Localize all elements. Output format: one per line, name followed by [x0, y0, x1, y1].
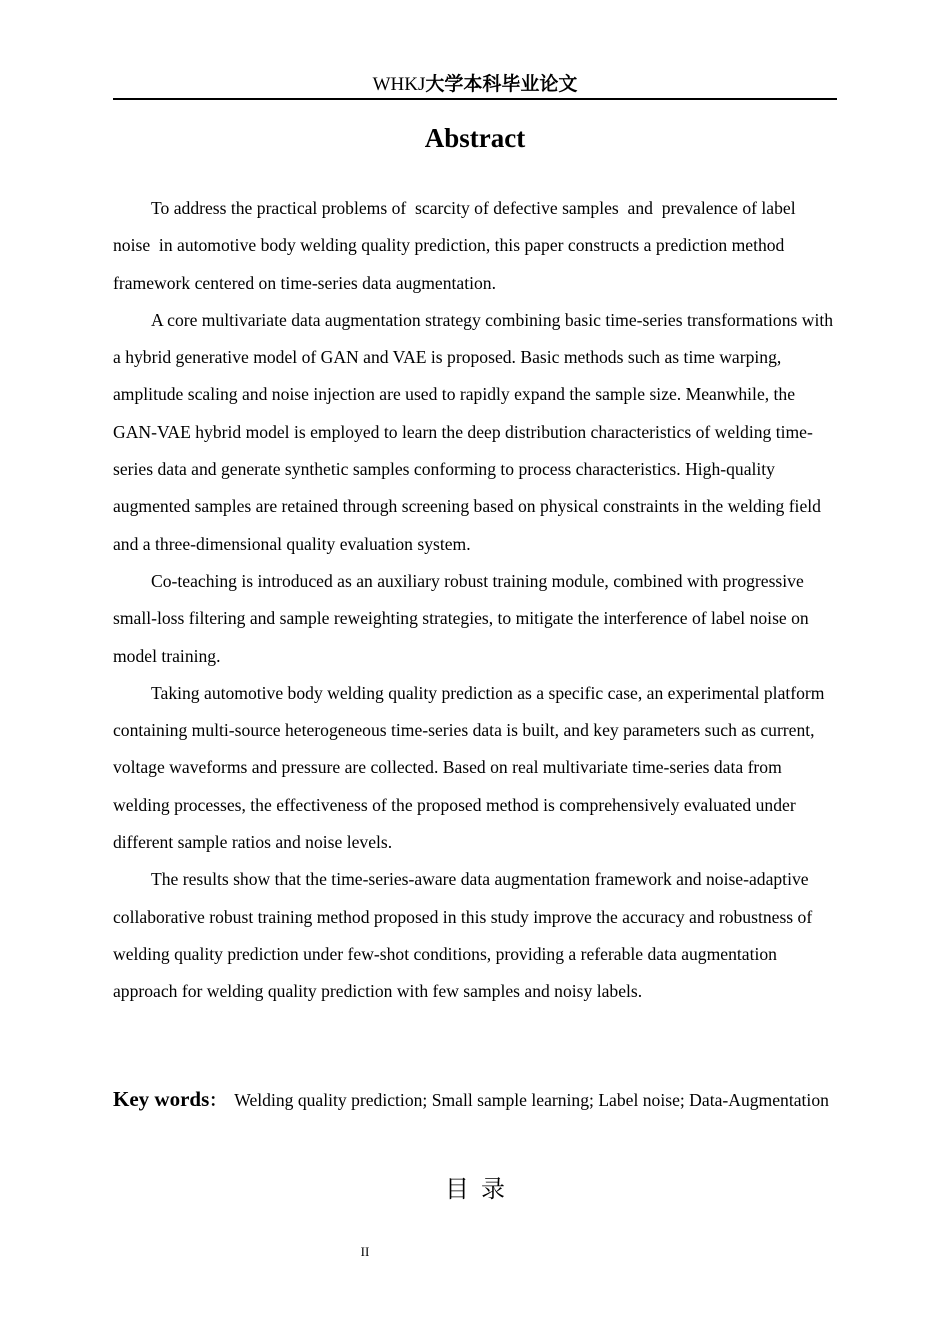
header-document-type: 大学本科毕业论文 [425, 73, 578, 95]
keywords-colon: ： [209, 1091, 227, 1110]
keywords-text: Welding quality prediction; Small sample learning; Label noise; Data-Augmentation [234, 1090, 829, 1110]
abstract-paragraph-1: To address the practical problems of scarcity of defective samples and prevalence of label noise in automotive body welding quality prediction, this paper constructs a prediction method framework centered on time-series data augmentation. [113, 198, 800, 293]
toc-heading: 目录 [445, 1175, 517, 1203]
running-header [113, 70, 837, 98]
abstract-body [113, 190, 837, 1011]
abstract-paragraph-5: The results show that the time-series-aware data augmentation framework and noise-adaptive collaborative robust training method proposed in this study improve the accuracy and robustness of welding quality prediction under few-shot conditions, providing a referable data augmentation approach for welding quality prediction with few samples and noisy labels. [113, 869, 817, 1002]
header-rule [113, 98, 837, 100]
abstract-paragraph-4: Taking automotive body welding quality prediction as a specific case, an experimental platform containing multi-source heterogeneous time-series data is built, and key parameters such as current, voltage waveforms and pressure are collected. Based on real multivariate time-series data from welding processes, the effectiveness of the proposed method is comprehensively evaluated under different sample ratios and noise levels. [113, 682, 829, 853]
header-institution-code: WHKJ [372, 74, 426, 95]
abstract-title: Abstract [424, 123, 526, 153]
abstract-paragraph-3: Co-teaching is introduced as an auxiliary robust training module, combined with progressive small-loss filtering and sample reweighting strategies, to mitigate the interference of label noise on model training. [113, 570, 814, 666]
keywords-section [113, 1078, 837, 1122]
page-number: II [360, 1244, 370, 1259]
abstract-paragraph-2: A core multivariate data augmentation strategy combining basic time-series transformations with a hybrid generative model of GAN and VAE is proposed. Basic methods such as time warping, amplitude scaling and noise injection are used to rapidly expand the sample size. Meanwhile, the GAN-VAE hybrid model is employed to learn the deep distribution characteristics of welding time-series data and generate synthetic samples conforming to process characteristics. High-quality augmented samples are retained through screening based on physical constraints in the welding field and a three-dimensional quality evaluation system. [113, 309, 838, 554]
keywords-label: Key words [113, 1087, 210, 1111]
